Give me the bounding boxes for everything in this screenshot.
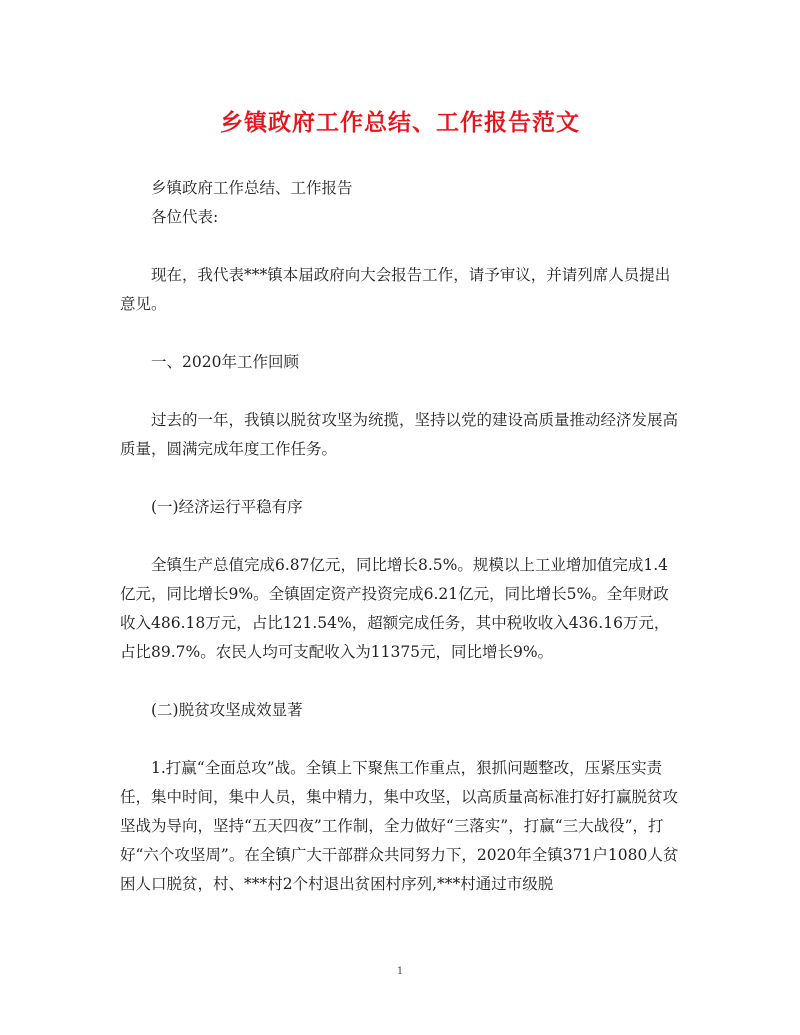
poverty-paragraph: 1.打赢“全面总攻”战。全镇上下聚焦工作重点，狠抓问题整改，压紧压实责任，集中时间，集中人员，集中精力，集中攻坚，以高质量高标准打好打赢脱贫攻坚战为导向，坚持“五天四夜”工作制，全力做好“三落实”，打赢“三大战役”，打好“六个攻坚周”。在全镇广大干部群众共同努力下，2020年全镇371户1080人贫困人口脱贫，村、***村2个村退出贫困村序列,***村通过市级脱 <box>120 759 679 893</box>
subtitle-paragraph: 乡镇政府工作总结、工作报告 <box>151 179 353 197</box>
subsection-heading-economy: (一)经济运行平稳有序 <box>151 498 303 516</box>
page-number: 1 <box>396 966 404 977</box>
document-body <box>120 174 680 899</box>
opening-paragraph: 现在，我代表***镇本届政府向大会报告工作，请予审议，并请列席人员提出意见。 <box>120 266 671 313</box>
section-heading-review: 一、2020年工作回顾 <box>151 353 299 371</box>
subsection-heading-poverty: (二)脱贫攻坚成效显著 <box>151 701 303 719</box>
economy-paragraph: 全镇生产总值完成6.87亿元，同比增长8.5%。规模以上工业增加值完成1.4亿元，同比增长9%。全镇固定资产投资完成6.21亿元，同比增长5%。全年财政收入486.18万元，占比121.54%，超额完成任务，其中税收收入436.16万元，占比89.7%。农民人均可支配收入为11375元，同比增长9%。 <box>120 556 670 661</box>
salutation-paragraph: 各位代表: <box>151 208 219 226</box>
document-title: 乡镇政府工作总结、工作报告范文 <box>220 109 580 136</box>
review-intro-paragraph: 过去的一年，我镇以脱贫攻坚为统揽，坚持以党的建设高质量推动经济发展高质量，圆满完成年度工作任务。 <box>120 411 679 458</box>
